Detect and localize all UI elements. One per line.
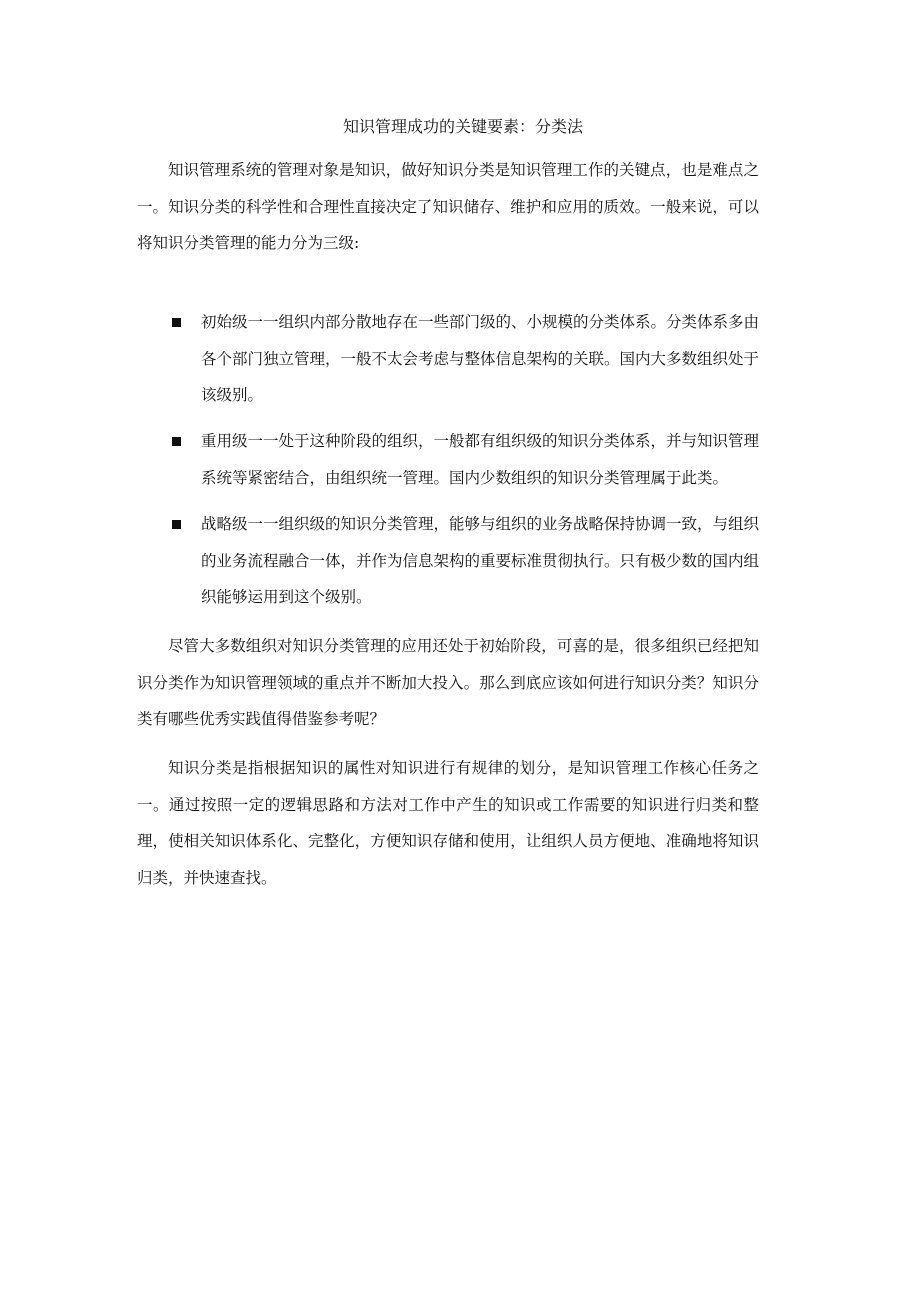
bullet-item-strategic-level bbox=[201, 506, 759, 616]
bullet-text: 初始级一一组织内部分散地存在一些部门级的、小规模的分类体系。分类体系多由各个部门独立管理，一般不太会考虑与整体信息架构的关联。国内大多数组织处于该级别。 bbox=[201, 313, 760, 405]
paragraph-adoption: 尽管大多数组织对知识分类管理的应用还处于初始阶段，可喜的是，很多组织已经把知识分类作为知识管理领域的重点并不断加大投入。那么到底应该如何进行知识分类？知识分类有哪些优秀实践值得借鉴参考呢？ bbox=[137, 637, 759, 729]
bullet-square-icon bbox=[172, 437, 181, 446]
paragraph-intro: 知识管理系统的管理对象是知识，做好知识分类是知识管理工作的关键点，也是难点之一。知识分类的科学性和合理性直接决定了知识储存、维护和应用的质效。一般来说，可以将知识分类管理的能力分为三级: bbox=[137, 161, 759, 253]
bullet-text: 重用级一一处于这种阶段的组织，一般都有组织级的知识分类体系，并与知识管理系统等紧密结合，由组织统一管理。国内少数组织的知识分类管理属于此类。 bbox=[201, 432, 760, 487]
bullet-text: 战略级一一组织级的知识分类管理，能够与组织的业务战略保持协调一致，与组织的业务流程融合一体，并作为信息架构的重要标准贯彻执行。只有极少数的国内组织能够运用到这个级别。 bbox=[201, 515, 760, 607]
paragraph-definition: 知识分类是指根据知识的属性对知识进行有规律的划分，是知识管理工作核心任务之一。通过按照一定的逻辑思路和方法对工作中产生的知识或工作需要的知识进行归类和整理，使相关知识体系化、完整化，方便知识存储和使用，让组织人员方便地、准确地将知识归类，并快速查找。 bbox=[137, 759, 759, 887]
bullet-square-icon bbox=[172, 318, 181, 327]
bullet-item-initial-level bbox=[201, 304, 759, 414]
bullet-item-reuse-level bbox=[201, 423, 759, 496]
bullet-square-icon bbox=[172, 520, 181, 529]
document-title: 知识管理成功的关键要素：分类法 bbox=[342, 117, 583, 136]
